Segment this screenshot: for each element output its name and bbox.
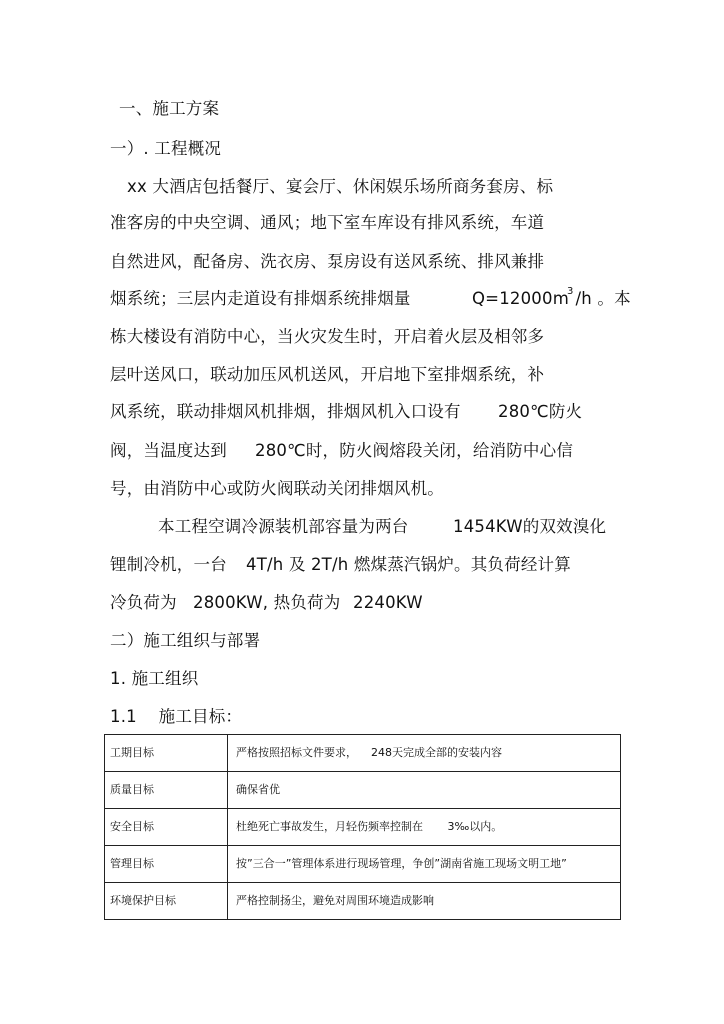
table-row [105,883,621,920]
table-row [105,809,621,846]
goals-table [104,734,621,920]
heading-construction-organization: 1. 施工组织 [110,669,199,688]
goal-value: 杜绝死亡事故发生，月轻伤频率控制在 3‰以内。 [228,809,621,846]
heading-organization-deployment: 二）施工组织与部署 [110,631,261,650]
overview-line-1: xx 大酒店包括餐厅、宴会厅、休闲娱乐场所商务套房、标 [127,177,554,196]
capacity-line-3b: 2800KW, 热负荷为 [193,593,341,612]
table-row [105,735,621,772]
overview-line-7: 风系统，联动排烟风机排烟，排烟风机入口设有 [110,402,461,421]
overview-line-3: 自然进风，配备房、洗衣房、泵房设有送风系统、排风兼排 [110,252,545,271]
smoke-volume-superscript: 3 [566,286,574,297]
heading-construction-goals: 1.1 施工目标： [110,707,243,726]
smoke-volume-unit: /h 。本 [575,289,631,308]
goal-key: 安全目标 [105,809,228,846]
heading-project-overview: 一）. 工程概况 [110,139,222,158]
smoke-volume [472,288,631,313]
capacity-line-1b: 1454KW的双效溴化 [453,517,607,536]
smoke-volume-value: Q=12000m [472,289,569,308]
capacity-line-3a: 冷负荷为 [110,593,177,612]
goal-value: 严格按照招标文件要求， 248天完成全部的安装内容 [228,735,621,772]
overview-line-4: 烟系统；三层内走道设有排烟系统排烟量 [110,289,411,308]
heading-construction-plan: 一、施工方案 [119,99,220,118]
goal-key: 环境保护目标 [105,883,228,920]
goal-value: 按”三合一”管理体系进行现场管理，争创”湖南省施工现场文明工地” [228,846,621,883]
goal-key: 管理目标 [105,846,228,883]
goal-value: 严格控制扬尘，避免对周围环境造成影响 [228,883,621,920]
table-row [105,772,621,809]
capacity-line-2b: 4T/h 及 2T/h 燃煤蒸汽锅炉。其负荷经计算 [246,555,571,574]
damper-temperature-2: 280℃时，防火阀熔段关闭，给消防中心信 [255,441,574,460]
goal-key: 质量目标 [105,772,228,809]
overview-line-6: 层叶送风口，联动加压风机送风，开启地下室排烟系统，补 [110,365,545,384]
damper-temperature-1: 280℃防火 [498,402,583,421]
goal-value: 确保省优 [228,772,621,809]
capacity-line-2a: 锂制冷机，一台 [110,555,227,574]
goal-key: 工期目标 [105,735,228,772]
overview-line-2: 准客房的中央空调、通风；地下室车库设有排风系统，车道 [110,213,545,232]
capacity-line-3c: 2240KW [353,593,423,612]
table-row [105,846,621,883]
overview-line-5: 栋大楼设有消防中心，当火灾发生时，开启着火层及相邻多 [110,327,545,346]
overview-line-9: 号，由消防中心或防火阀联动关闭排烟风机。 [110,479,444,498]
overview-line-8: 阀，当温度达到 [110,441,227,460]
capacity-line-1a: 本工程空调冷源装机部容量为两台 [158,517,409,536]
